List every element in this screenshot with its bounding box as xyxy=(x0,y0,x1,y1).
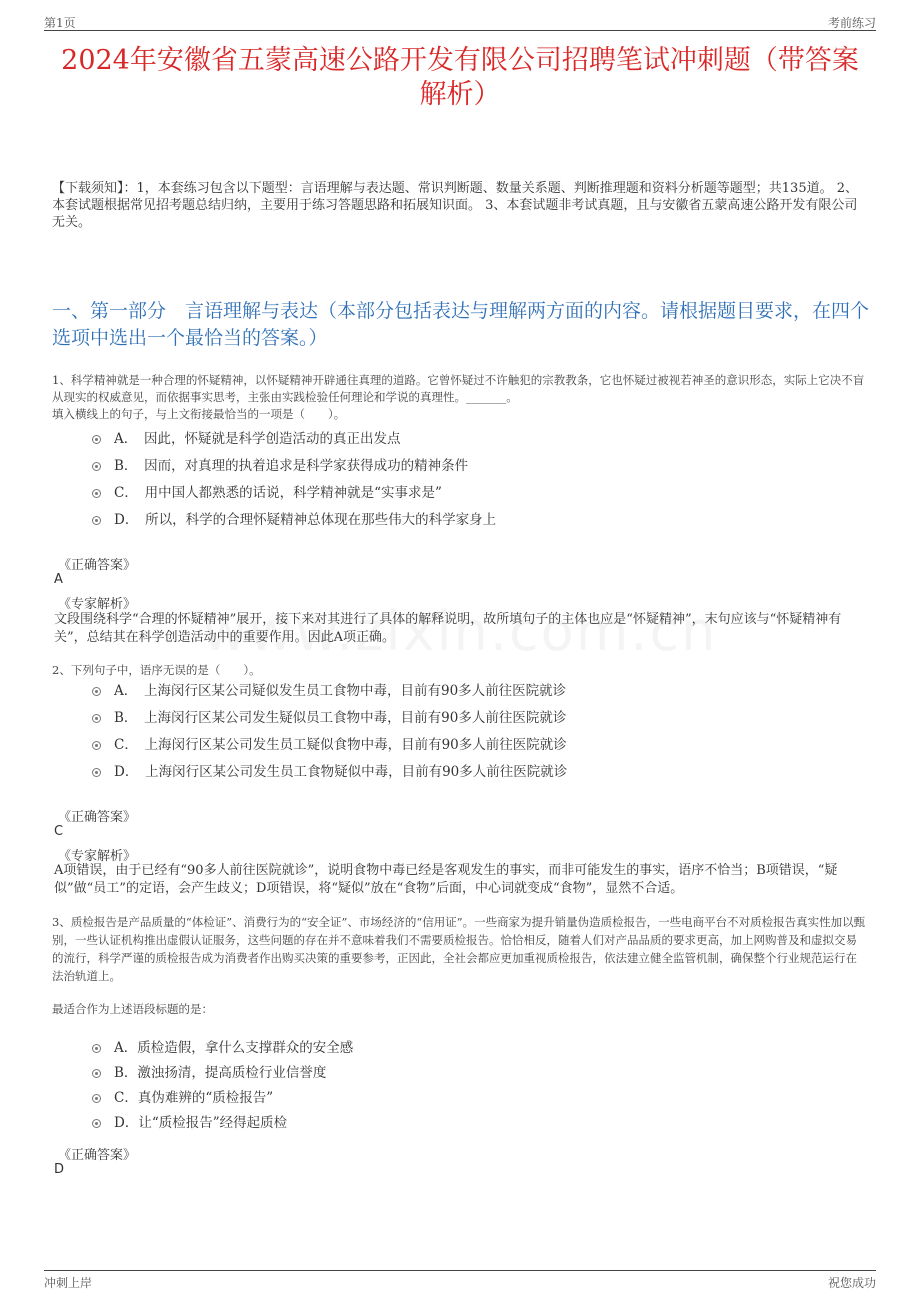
radio-icon[interactable] xyxy=(92,687,101,696)
option-d[interactable]: D．让“质检报告”经得起质检 xyxy=(92,1111,860,1136)
answer-value: C xyxy=(54,824,64,839)
header-label: 考前练习 xyxy=(827,16,876,30)
page-header xyxy=(44,14,876,31)
answer-label: 《正确答案》 xyxy=(58,1148,137,1163)
question-3 xyxy=(52,913,868,1018)
option-c[interactable]: C． 上海闵行区某公司发生员工疑似食物中毒，目前有90多人前往医院就诊 xyxy=(92,732,860,759)
question-prompt: 最适合作为上述语段标题的是： xyxy=(52,1002,213,1016)
radio-icon[interactable] xyxy=(92,435,101,444)
question-1 xyxy=(52,372,868,423)
page-footer xyxy=(44,1270,876,1289)
question-prompt: 填入横线上的句子，与上文衔接最恰当的一项是（ ）。 xyxy=(52,407,346,421)
page-number: 第1页 xyxy=(44,16,76,30)
answer-label: 《正确答案》 xyxy=(58,810,137,825)
radio-icon[interactable] xyxy=(92,1094,101,1103)
answer-value: D xyxy=(54,1162,65,1177)
analysis-label: 《专家解析》 xyxy=(58,597,137,612)
option-b[interactable]: B． 因而，对真理的执着追求是科学家获得成功的精神条件 xyxy=(92,453,860,480)
radio-icon[interactable] xyxy=(92,714,101,723)
footer-left: 冲刺上岸 xyxy=(44,1276,93,1290)
radio-icon[interactable] xyxy=(92,1044,101,1053)
radio-icon[interactable] xyxy=(92,1119,101,1128)
radio-icon[interactable] xyxy=(92,489,101,498)
options-q2 xyxy=(92,678,860,786)
options-q3 xyxy=(92,1036,860,1136)
document-title: 2024年安徽省五蒙高速公路开发有限公司招聘笔试冲刺题（带答案解析） xyxy=(61,45,859,110)
option-b[interactable]: B． 上海闵行区某公司发生疑似员工食物中毒，目前有90多人前往医院就诊 xyxy=(92,705,860,732)
options-q1 xyxy=(92,426,860,534)
question-stem: 1、科学精神就是一种合理的怀疑精神，以怀疑精神开辟通往真理的道路。它曾怀疑过不许触犯的宗教教条，它也怀疑过被视若神圣的意识形态，实际上它决不盲从现实的权威意见，而依据事实思考，主张由实践检验任何理论和学说的真理性。_______。 xyxy=(52,373,865,404)
question-2 xyxy=(52,662,868,679)
option-d[interactable]: D． 上海闵行区某公司发生员工食物疑似中毒，目前有90多人前往医院就诊 xyxy=(92,759,860,786)
section-title: 一、第一部分 言语理解与表达（本部分包括表达与理解两方面的内容。请根据题目要求，在四个选项中选出一个最恰当的答案。） xyxy=(52,300,870,349)
option-a[interactable]: A． 上海闵行区某公司疑似发生员工食物中毒，目前有90多人前往医院就诊 xyxy=(92,678,860,705)
radio-icon[interactable] xyxy=(92,462,101,471)
analysis-label: 《专家解析》 xyxy=(58,849,137,864)
option-b[interactable]: B．激浊扬清，提高质检行业信誉度 xyxy=(92,1061,860,1086)
option-a[interactable]: A．质检造假，拿什么支撑群众的安全感 xyxy=(92,1036,860,1061)
question-stem: 2、下列句子中，语序无误的是（ ）。 xyxy=(52,663,261,677)
radio-icon[interactable] xyxy=(92,1069,101,1078)
answer-value: A xyxy=(54,572,63,587)
option-a[interactable]: A． 因此，怀疑就是科学创造活动的真正出发点 xyxy=(92,426,860,453)
download-notice: 【下载须知】：1，本套练习包含以下题型：言语理解与表达题、常识判断题、数量关系题、判断推理题和资料分析题等题型；共135道。 2、本套试题根据常见招考题总结归纳，主要用于练习答题思路和拓展知识面。 3、本套试题非考试真题，且与安徽省五蒙高速公路开发有限公司无关。 xyxy=(52,181,858,230)
question-stem: 3、质检报告是产品质量的“体检证”、消费行为的“安全证”、市场经济的“信用证”。一些商家为提升销量伪造质检报告，一些电商平台不对质检报告真实性加以甄别，一些认证机构推出虚假认证服务，这些问题的存在并不意味着我们不需要质检报告。恰恰相反，随着人们对产品品质的要求更高，加上网购普及和虚拟交易的流行，科学严谨的质检报告成为消费者作出购买决策的重要参考，正因此，全社会都应更加重视质检报告，依法建立健全监管机制，确保整个行业规范运行在法治轨道上。 xyxy=(52,915,866,983)
analysis-text: 文段围绕科学“合理的怀疑精神”展开，接下来对其进行了具体的解释说明，故所填句子的主体也应是“怀疑精神”，末句应该与“怀疑精神有关”，总结其在科学创造活动中的重要作用。因此A项正确。 xyxy=(54,612,842,645)
answer-label: 《正确答案》 xyxy=(58,558,137,573)
radio-icon[interactable] xyxy=(92,741,101,750)
footer-right: 祝您成功 xyxy=(827,1276,876,1290)
radio-icon[interactable] xyxy=(92,768,101,777)
option-c[interactable]: C．真伪难辨的“质检报告” xyxy=(92,1086,860,1111)
option-d[interactable]: D． 所以，科学的合理怀疑精神总体现在那些伟大的科学家身上 xyxy=(92,507,860,534)
analysis-text: A项错误，由于已经有“90多人前往医院就诊”，说明食物中毒已经是客观发生的事实，而非可能发生的事实，语序不恰当；B项错误，“疑似”做“员工”的定语，会产生歧义；D项错误，将“疑似”放在“食物”后面，中心词就变成“食物”，显然不合适。 xyxy=(54,863,838,896)
option-c[interactable]: C． 用中国人都熟悉的话说，科学精神就是“实事求是” xyxy=(92,480,860,507)
radio-icon[interactable] xyxy=(92,516,101,525)
